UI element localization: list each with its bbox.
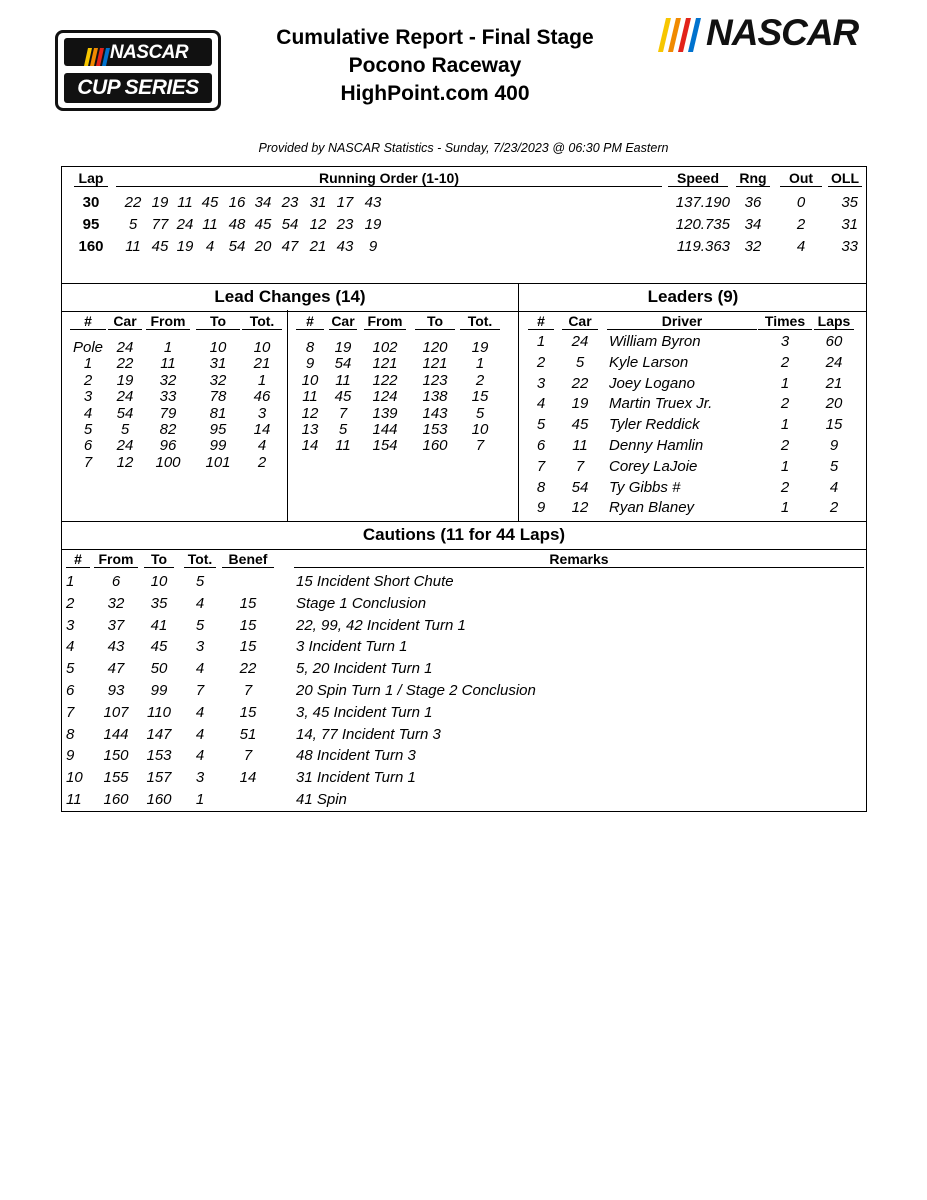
lead-changes-header-from: From [364, 313, 406, 330]
lap-header: Lap [74, 170, 108, 187]
cautions-header-benef: Benef [222, 551, 274, 568]
running-order-car: 45 [151, 238, 169, 255]
lead-change-cell: 5 [338, 421, 348, 438]
caution-cell: 7 [243, 747, 253, 765]
lead-change-cell: 22 [116, 355, 134, 373]
lead-changes-header-tot: Tot. [242, 313, 282, 330]
leader-cell: 2 [780, 395, 790, 413]
caution-cell: 41 [150, 616, 168, 634]
lead-change-cell: 11 [335, 437, 351, 455]
leader-cell: 60 [825, 333, 843, 350]
lead-change-cell: Pole [72, 339, 104, 356]
lead-change-cell: 4 [83, 404, 93, 422]
rng-header: Rng [736, 170, 770, 187]
lead-change-cell: 10 [209, 339, 227, 356]
caution-cell: 1 [66, 573, 75, 590]
caution-cell: 10 [150, 573, 168, 590]
running-order-car: 19 [151, 194, 169, 211]
lead-change-cell: 154 [372, 437, 398, 455]
running-order-car: 77 [151, 216, 169, 233]
caution-cell: 37 [107, 616, 125, 634]
cup-series-logo [55, 30, 221, 111]
caution-remark: 48 Incident Turn 3 [296, 747, 416, 765]
leader-cell: 22 [571, 374, 589, 392]
leader-cell: 1 [536, 333, 546, 350]
nascar-logo-text: NASCAR [706, 12, 859, 53]
lead-change-cell: 7 [338, 404, 348, 422]
lead-change-cell: 19 [116, 371, 134, 389]
lead-change-cell: 160 [422, 437, 448, 455]
leader-cell: 5 [575, 353, 585, 371]
leaders-header-laps: Laps [814, 313, 854, 330]
caution-cell: 155 [103, 769, 129, 787]
caution-cell: 10 [66, 769, 83, 787]
running-order-car: 22 [124, 194, 142, 211]
lead-change-cell: 78 [209, 388, 227, 406]
lead-change-cell: 6 [83, 437, 93, 455]
oll-value: 31 [841, 216, 858, 233]
speed-value: 120.735 [675, 216, 730, 233]
running-order-car: 23 [281, 194, 299, 211]
caution-remark: 22, 99, 42 Incident Turn 1 [296, 616, 466, 634]
speed-value: 119.363 [676, 238, 730, 255]
leader-cell: 4 [829, 478, 839, 496]
caution-cell: 160 [103, 791, 129, 808]
lead-changes-leaders-box [61, 283, 867, 522]
lap-value: 95 [82, 216, 100, 233]
speed-header: Speed [668, 170, 728, 187]
running-order-car: 12 [309, 216, 327, 233]
running-order-car: 11 [125, 238, 141, 255]
running-order-car: 34 [254, 194, 272, 211]
caution-cell: 144 [103, 725, 129, 743]
leader-driver: Martin Truex Jr. [609, 395, 713, 413]
caution-cell: 4 [195, 747, 205, 765]
leader-cell: 24 [571, 333, 589, 350]
leader-cell: 2 [780, 353, 790, 371]
running-order-box [61, 166, 867, 284]
running-order-car: 5 [128, 216, 138, 233]
running-order-car: 20 [254, 238, 272, 255]
lead-change-cell: 4 [257, 437, 267, 455]
lead-change-cell: 13 [301, 421, 319, 438]
lead-change-cell: 99 [209, 437, 227, 455]
caution-remark: 20 Spin Turn 1 / Stage 2 Conclusion [296, 682, 536, 699]
title-line-2: Pocono Raceway [348, 54, 522, 77]
lead-changes-header-num: # [296, 313, 324, 330]
caution-cell: 32 [107, 594, 125, 612]
leader-driver: Ryan Blaney [609, 499, 695, 517]
caution-cell: 11 [66, 791, 82, 808]
lead-change-cell: 1 [163, 339, 173, 356]
lead-changes-divider [287, 310, 288, 522]
caution-cell: 22 [239, 660, 257, 678]
caution-cell: 8 [66, 725, 75, 743]
leader-cell: 5 [829, 457, 839, 475]
section-divider [518, 284, 519, 522]
lead-change-cell: 5 [120, 421, 130, 438]
lead-change-cell: 11 [335, 371, 351, 389]
leader-driver: William Byron [609, 333, 701, 350]
lead-changes-header-tot: Tot. [460, 313, 500, 330]
leader-cell: 8 [536, 478, 546, 496]
title-line-1: Cumulative Report - Final Stage [276, 26, 594, 49]
leader-cell: 2 [829, 499, 839, 517]
lead-change-cell: 14 [253, 421, 271, 438]
caution-remark: 41 Spin [296, 791, 347, 808]
lead-change-cell: 95 [209, 421, 227, 438]
caution-cell: 4 [66, 638, 75, 656]
lead-change-cell: 24 [116, 339, 134, 356]
caution-cell: 3 [66, 616, 75, 634]
lead-change-cell: 124 [372, 388, 398, 406]
running-order-car: 45 [254, 216, 272, 233]
lead-change-cell: 2 [257, 453, 267, 471]
caution-cell: 3 [195, 638, 205, 656]
caution-cell: 99 [150, 682, 168, 699]
running-order-car: 4 [205, 238, 215, 255]
lead-change-cell: 101 [205, 453, 231, 471]
leader-cell: 6 [536, 437, 546, 454]
lead-changes-header-to: To [415, 313, 455, 330]
cautions-header-tot: Tot. [184, 551, 216, 568]
lead-change-cell: 139 [372, 404, 398, 422]
caution-remark: 3, 45 Incident Turn 1 [296, 703, 433, 721]
leader-driver: Denny Hamlin [609, 437, 704, 454]
out-value: 0 [796, 194, 806, 211]
caution-cell: 51 [239, 725, 257, 743]
lead-change-cell: 5 [475, 404, 485, 422]
leader-cell: 9 [829, 437, 839, 454]
lead-change-cell: 81 [209, 404, 227, 422]
caution-cell: 1 [195, 791, 205, 808]
caution-cell: 160 [146, 791, 172, 808]
lead-change-cell: 19 [334, 339, 352, 356]
lead-change-cell: 5 [83, 421, 93, 438]
running-order-car: 17 [336, 194, 354, 211]
lead-change-cell: 54 [116, 404, 134, 422]
leader-cell: 2 [536, 353, 546, 371]
lead-change-cell: 82 [159, 421, 177, 438]
caution-remark: 15 Incident Short Chute [296, 573, 454, 590]
running-order-car: 24 [176, 216, 194, 233]
running-order-car: 19 [176, 238, 194, 255]
running-order-car: 16 [228, 194, 246, 211]
leader-cell: 45 [571, 416, 589, 434]
caution-cell: 6 [111, 573, 121, 590]
running-order-car: 9 [368, 238, 378, 255]
title-line-3: HighPoint.com 400 [340, 82, 530, 105]
leaders-header-driver: Driver [607, 313, 757, 330]
lead-change-cell: 7 [83, 453, 93, 471]
caution-cell: 4 [195, 660, 205, 678]
caution-cell: 14 [239, 769, 257, 787]
lead-change-cell: 21 [253, 355, 271, 373]
lead-change-cell: 33 [159, 388, 177, 406]
rng-value: 32 [744, 238, 762, 255]
lead-change-cell: 11 [302, 388, 318, 406]
leader-driver: Corey LaJoie [609, 457, 698, 475]
caution-cell: 107 [103, 703, 129, 721]
speed-value: 137.190 [675, 194, 730, 211]
cup-logo-bottom-text: CUP SERIES [77, 76, 199, 99]
provided-by-line: Provided by NASCAR Statistics - Sunday, 7/23/2023 @ 06:30 PM Eastern [258, 141, 669, 155]
caution-cell: 15 [239, 594, 257, 612]
leaders-header-times: Times [758, 313, 812, 330]
running-order-car: 21 [309, 238, 327, 255]
leader-cell: 3 [536, 374, 546, 392]
lap-value: 160 [78, 238, 104, 255]
lead-change-cell: 11 [160, 355, 176, 373]
lead-change-cell: 96 [159, 437, 177, 455]
caution-cell: 4 [195, 703, 205, 721]
lead-change-cell: 120 [422, 339, 448, 356]
lead-changes-header-num: # [70, 313, 106, 330]
running-order-car: 43 [364, 194, 382, 211]
lead-change-cell: 138 [422, 388, 448, 406]
caution-cell: 6 [66, 682, 75, 699]
running-order-car: 11 [202, 216, 218, 233]
lead-change-cell: 32 [209, 371, 227, 389]
leader-cell: 2 [780, 437, 790, 454]
leader-cell: 15 [825, 416, 843, 434]
leader-cell: 7 [536, 457, 546, 475]
lead-change-cell: 2 [475, 371, 485, 389]
caution-remark: 3 Incident Turn 1 [296, 638, 408, 656]
oll-value: 35 [841, 194, 858, 211]
lead-change-cell: 3 [257, 404, 267, 422]
leader-driver: Joey Logano [609, 374, 695, 392]
running-order-car: 43 [336, 238, 354, 255]
lead-change-cell: 1 [83, 355, 93, 373]
cautions-box [61, 521, 867, 812]
lead-change-cell: 15 [471, 388, 489, 406]
caution-cell: 7 [66, 703, 75, 721]
leader-cell: 1 [780, 499, 790, 517]
lead-change-cell: 100 [155, 453, 181, 471]
caution-cell: 2 [66, 594, 75, 612]
rng-value: 36 [744, 194, 762, 211]
caution-cell: 15 [239, 616, 257, 634]
lead-change-cell: 102 [372, 339, 398, 356]
caution-cell: 153 [146, 747, 172, 765]
caution-cell: 15 [239, 703, 257, 721]
leader-cell: 19 [571, 395, 589, 413]
cup-logo-top-text: NASCAR [109, 42, 189, 63]
lead-change-cell: 8 [305, 339, 315, 356]
leader-driver: Tyler Reddick [609, 416, 700, 434]
leader-cell: 54 [571, 478, 589, 496]
caution-cell: 110 [147, 703, 171, 721]
out-value: 4 [796, 238, 806, 255]
leader-cell: 9 [536, 499, 546, 517]
lead-changes-header-car: Car [108, 313, 142, 330]
leaders-title: Leaders (9) [519, 287, 867, 312]
running-order-car: 19 [364, 216, 382, 233]
lead-change-cell: 54 [334, 355, 352, 373]
cautions-header-num: # [66, 551, 90, 568]
caution-cell: 9 [66, 747, 75, 765]
lead-change-cell: 45 [334, 388, 352, 406]
caution-cell: 45 [150, 638, 168, 656]
caution-remark: 14, 77 Incident Turn 3 [296, 725, 441, 743]
leader-cell: 3 [780, 333, 790, 350]
out-header: Out [780, 170, 822, 187]
leader-cell: 11 [572, 437, 588, 454]
cautions-header-remarks: Remarks [294, 551, 864, 568]
leaders-header-car: Car [562, 313, 598, 330]
running-order-car: 54 [228, 238, 246, 255]
leader-driver: Ty Gibbs # [609, 478, 681, 496]
running-order-car: 23 [336, 216, 354, 233]
caution-cell: 157 [146, 769, 172, 787]
cautions-title: Cautions (11 for 44 Laps) [62, 525, 866, 550]
lead-change-cell: 121 [372, 355, 398, 373]
leader-cell: 21 [825, 374, 843, 392]
leader-cell: 2 [780, 478, 790, 496]
oll-value: 33 [841, 238, 858, 255]
caution-cell: 7 [243, 682, 253, 699]
lead-change-cell: 1 [475, 355, 485, 373]
cautions-header-from: From [94, 551, 138, 568]
lead-change-cell: 153 [422, 421, 448, 438]
leader-driver: Kyle Larson [609, 353, 689, 371]
lead-change-cell: 144 [372, 421, 398, 438]
running-order-car: 48 [228, 216, 246, 233]
nascar-logo [658, 14, 868, 54]
caution-cell: 5 [66, 660, 75, 678]
lead-changes-header-from: From [146, 313, 190, 330]
lead-change-cell: 1 [257, 371, 267, 389]
leader-cell: 24 [825, 353, 843, 371]
lead-change-cell: 10 [471, 421, 489, 438]
lead-change-cell: 7 [475, 437, 485, 455]
caution-cell: 5 [195, 573, 205, 590]
lead-change-cell: 79 [159, 404, 177, 422]
lead-change-cell: 24 [116, 437, 134, 455]
running-order-car: 45 [201, 194, 219, 211]
lead-changes-header-car: Car [329, 313, 357, 330]
leader-cell: 1 [780, 416, 790, 434]
caution-cell: 50 [150, 660, 168, 678]
lead-changes-title: Lead Changes (14) [62, 287, 518, 312]
caution-cell: 15 [239, 638, 257, 656]
running-order-header: Running Order (1-10) [116, 170, 662, 187]
oll-header: OLL [828, 170, 862, 187]
lead-change-cell: 123 [422, 371, 448, 389]
lap-value: 30 [82, 194, 100, 211]
caution-remark: 5, 20 Incident Turn 1 [296, 660, 433, 678]
leader-cell: 1 [780, 457, 790, 475]
running-order-car: 31 [309, 194, 327, 211]
leader-cell: 7 [575, 457, 585, 475]
caution-cell: 150 [103, 747, 129, 765]
caution-cell: 147 [146, 725, 172, 743]
lead-change-cell: 143 [422, 404, 448, 422]
leaders-header-num: # [528, 313, 554, 330]
caution-cell: 47 [107, 660, 125, 678]
lead-change-cell: 12 [301, 404, 319, 422]
caution-cell: 3 [195, 769, 205, 787]
cautions-header-to: To [144, 551, 174, 568]
lead-change-cell: 2 [83, 371, 93, 389]
lead-change-cell: 24 [116, 388, 134, 406]
caution-remark: Stage 1 Conclusion [296, 594, 427, 612]
caution-cell: 4 [195, 594, 205, 612]
lead-change-cell: 31 [209, 355, 227, 373]
caution-remark: 31 Incident Turn 1 [296, 769, 416, 787]
leader-cell: 20 [825, 395, 843, 413]
rng-value: 34 [744, 216, 762, 233]
running-order-car: 54 [281, 216, 299, 233]
leader-cell: 4 [536, 395, 546, 413]
lead-change-cell: 46 [253, 388, 271, 406]
out-value: 2 [796, 216, 806, 233]
lead-change-cell: 122 [372, 371, 398, 389]
nascar-stripes-icon [658, 18, 704, 52]
lead-change-cell: 14 [301, 437, 319, 455]
lead-change-cell: 3 [83, 388, 93, 406]
running-order-car: 11 [177, 194, 193, 211]
caution-cell: 43 [107, 638, 125, 656]
lead-change-cell: 10 [301, 371, 319, 389]
caution-cell: 4 [195, 725, 205, 743]
leader-cell: 1 [780, 374, 790, 392]
caution-cell: 5 [195, 616, 205, 634]
leader-cell: 5 [536, 416, 546, 434]
caution-cell: 35 [150, 594, 168, 612]
lead-changes-header-to: To [196, 313, 240, 330]
lead-change-cell: 10 [253, 339, 271, 356]
running-order-car: 47 [281, 238, 299, 255]
lead-change-cell: 19 [471, 339, 489, 356]
lead-change-cell: 32 [159, 371, 177, 389]
lead-change-cell: 9 [305, 355, 315, 373]
caution-cell: 93 [107, 682, 125, 699]
caution-cell: 7 [195, 682, 205, 699]
lead-change-cell: 121 [422, 355, 448, 373]
lead-change-cell: 12 [116, 453, 134, 471]
leader-cell: 12 [571, 499, 589, 517]
report-title [230, 24, 640, 108]
